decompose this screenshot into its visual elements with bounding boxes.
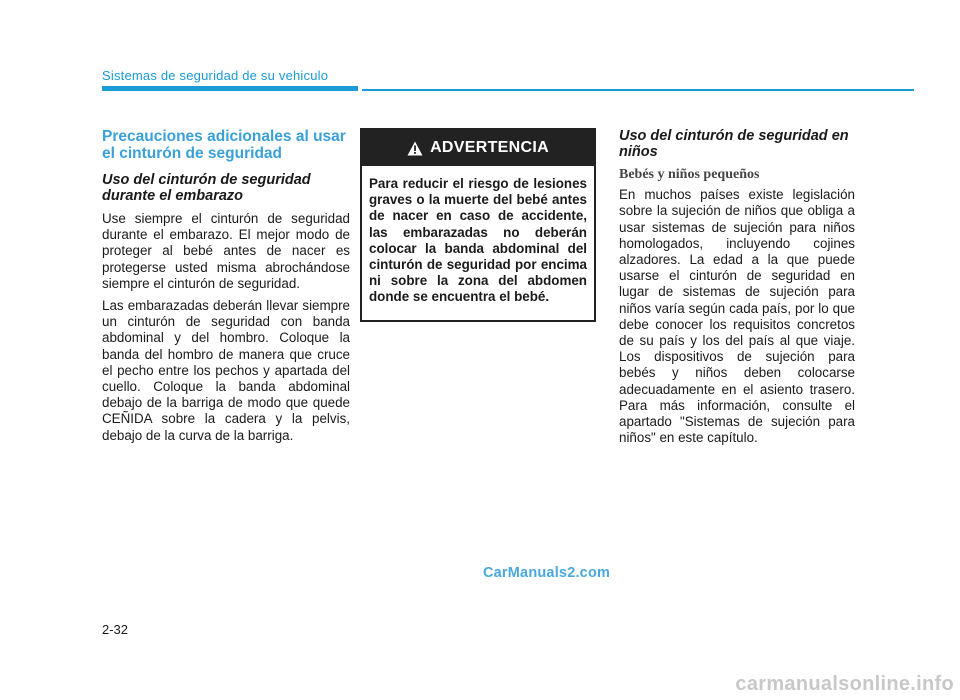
- warning-header: [362, 130, 594, 166]
- paragraph: Use siempre el cinturón de seguridad durante el embarazo. El mejor modo de proteger al bebé antes de nacer es protegerse usted misma abrochándose siempre el cinturón de seguridad.: [102, 211, 350, 291]
- page-number: 2-32: [102, 622, 129, 637]
- right-column: [619, 128, 855, 452]
- warning-triangle-icon: [407, 141, 423, 156]
- minor-heading: Bebés y niños pequeños: [619, 167, 760, 182]
- watermark-link[interactable]: CarManuals2.com: [483, 565, 611, 581]
- warning-box: [360, 128, 596, 322]
- section-header-title: Sistemas de seguridad de su vehiculo: [102, 68, 329, 83]
- section-heading: Precauciones adicionales al usar el cinturón de seguridad: [102, 128, 346, 162]
- header-rule-thin: [362, 89, 914, 91]
- subheading-pregnancy: Uso del cinturón de seguridad durante el embarazo: [102, 172, 311, 204]
- paragraph: Las embarazadas deberán llevar siempre un cinturón de seguridad con banda abdominal y del hombro. Coloque la banda del hombro de manera que cruce el pecho entre los pechos y apartada del cuello. Coloque la banda abdominal debajo de la barriga de modo que quede CEÑIDA sobre la cadera y la pelvis, debajo de la curva de la barriga.: [102, 298, 350, 443]
- subheading-children: Uso del cinturón de seguridad en niños: [619, 128, 849, 160]
- left-column: [102, 128, 350, 450]
- header-rule-thick: [102, 86, 358, 91]
- paragraph: En muchos países existe legislación sobre la sujeción de niños que obliga a usar sistemas de sujeción para niños homologados, incluyendo cojines alzadores. La edad a la que puede usarse el cinturón de seguridad en lugar de sistemas de sujeción para niños varía según cada país, por lo que debe conocer los requisitos concretos de su país y los del país al que viaje. Los dispositivos de sujeción para bebés y niños deben colocarse adecuadamente en el asiento trasero. Para más información, consulte el apartado "Sistemas de sujeción para niños" en este capítulo.: [619, 187, 855, 446]
- warning-text: Para reducir el riesgo de lesiones graves o la muerte del bebé antes de nacer en caso de accidente, las embarazadas no deberán colocar la banda abdominal del cinturón de seguridad por encima ni sobre la zona del abdomen donde se encuentra el bebé.: [369, 176, 587, 305]
- warning-title: ADVERTENCIA: [430, 139, 549, 156]
- footer-watermark: carmanualsonline.info: [735, 673, 954, 695]
